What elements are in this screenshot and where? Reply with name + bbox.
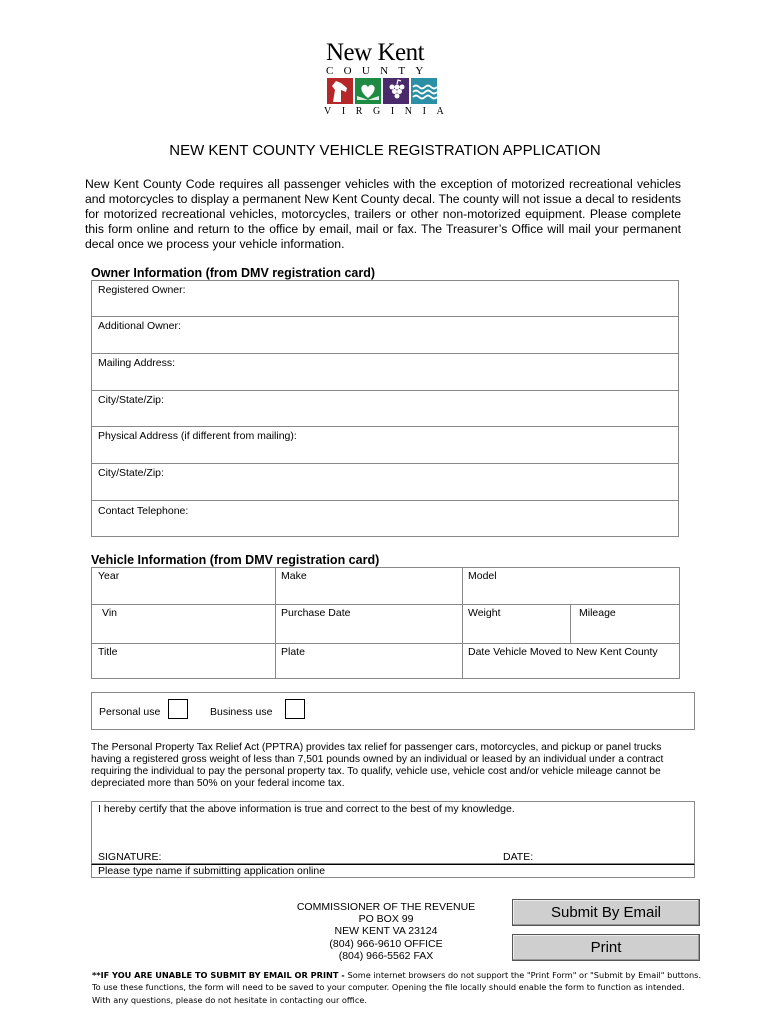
weight-field[interactable]: Weight: [468, 607, 501, 619]
vehicle-info-table: [91, 567, 680, 679]
contact-telephone-field[interactable]: [92, 501, 678, 538]
vehicle-section-heading: Vehicle Information (from DMV registration card): [91, 553, 380, 567]
certification-box: [91, 801, 695, 864]
field-label: City/State/Zip:: [98, 467, 164, 479]
typed-name-field[interactable]: [91, 864, 695, 878]
logo-tiles: [327, 78, 439, 104]
typed-name-label: Please type name if submitting application online: [98, 865, 326, 877]
registered-owner-field[interactable]: [92, 281, 678, 317]
mailing-address-field[interactable]: [92, 354, 678, 391]
date-field[interactable]: DATE:: [503, 851, 534, 863]
year-field[interactable]: Year: [98, 570, 120, 582]
footnote: [92, 969, 712, 1006]
footnote-line: Some internet browsers do not support the "Print Form" or "Submit by Email" buttons.: [347, 970, 702, 980]
row-divider: [92, 604, 679, 605]
address-line: COMMISSIONER OF THE REVENUE: [296, 901, 476, 913]
logo-title: New Kent: [326, 39, 425, 66]
water-waves-icon: [411, 78, 437, 104]
submit-by-email-button[interactable]: Submit By Email: [512, 899, 700, 926]
owner-info-table: [91, 280, 679, 537]
address-line: NEW KENT VA 23124: [334, 925, 438, 938]
phone-fax: (804) 966-5562 FAX: [338, 949, 434, 962]
physical-city-state-zip-field[interactable]: [92, 464, 678, 501]
heart-hands-icon: [355, 78, 381, 104]
row-divider: [92, 643, 679, 644]
personal-use-label: Personal use: [99, 706, 161, 718]
address-line: PO BOX 99: [358, 913, 414, 926]
col-divider: [462, 568, 463, 678]
plate-field[interactable]: Plate: [281, 646, 305, 658]
field-label: Additional Owner:: [98, 320, 181, 332]
vin-field[interactable]: Vin: [102, 607, 117, 619]
page-title: NEW KENT COUNTY VEHICLE REGISTRATION APPLICATION: [169, 142, 601, 159]
make-field[interactable]: Make: [281, 570, 307, 582]
business-use-label: Business use: [210, 706, 273, 718]
field-label: Mailing Address:: [98, 357, 176, 369]
additional-owner-field[interactable]: [92, 317, 678, 354]
model-field[interactable]: Model: [468, 570, 497, 582]
phone-office: (804) 966-9610 OFFICE: [329, 937, 443, 950]
county-logo: [320, 39, 455, 120]
field-label: Registered Owner:: [98, 284, 186, 296]
footnote-line: To use these functions, the form will need to be saved to your computer. Opening the file locally should enable the form to function as intended.: [92, 982, 685, 993]
field-label: City/State/Zip:: [98, 394, 164, 406]
title-field[interactable]: Title: [98, 646, 118, 658]
city-state-zip-field[interactable]: [92, 391, 678, 427]
personal-use-checkbox[interactable]: [168, 699, 188, 719]
print-button[interactable]: Print: [512, 934, 700, 961]
col-divider: [570, 604, 571, 643]
grapes-icon: [383, 78, 409, 104]
logo-county: COUNTY: [326, 65, 434, 77]
col-divider: [275, 568, 276, 678]
signature-field[interactable]: SIGNATURE:: [98, 851, 162, 863]
horse-head-icon: [327, 78, 353, 104]
intro-paragraph: New Kent County Code requires all passenger vehicles with the exception of motorized recreational vehicles and motorcycles to display a permanent New Kent County decal. The county will not issue a decal to residents for motorized recreational vehicles, motorcycles, trailers or other non-motorized equipment. Please complete this form online and return to the office by email, mail or fax. The Treasurer’s Office will mail your permanent decal once we process your vehicle information.: [85, 177, 681, 251]
physical-address-field[interactable]: [92, 427, 678, 464]
purchase-date-field[interactable]: Purchase Date: [281, 607, 351, 619]
pptra-paragraph: The Personal Property Tax Relief Act (PPTRA) provides tax relief for passenger cars, motorcycles, and pickup or panel trucks having a registered gross weight of less than 7,501 pounds owned by an individual or leased by an individual under a contract requiring the individual to pay the personal property tax. To qualify, vehicle use, vehicle cost and/or vehicle mileage cannot be depreciated more than 50% on your federal income tax.: [91, 742, 664, 789]
vehicle-use-box: [91, 692, 695, 730]
certify-text: I hereby certify that the above information is true and correct to the best of my knowledge.: [98, 803, 515, 815]
date-moved-field[interactable]: Date Vehicle Moved to New Kent County: [468, 646, 658, 658]
owner-section-heading: Owner Information (from DMV registration card): [91, 266, 376, 280]
footnote-line: With any questions, please do not hesitate in contacting our office.: [92, 994, 367, 1005]
field-label: Contact Telephone:: [98, 505, 189, 517]
business-use-checkbox[interactable]: [285, 699, 305, 719]
footnote-bold: **IF YOU ARE UNABLE TO SUBMIT BY EMAIL OR PRINT -: [92, 970, 348, 980]
office-address: [280, 901, 492, 962]
field-label: Physical Address (if different from mailing):: [98, 430, 297, 442]
mileage-field[interactable]: Mileage: [579, 607, 616, 619]
logo-virginia: VIRGINIA: [324, 106, 455, 117]
